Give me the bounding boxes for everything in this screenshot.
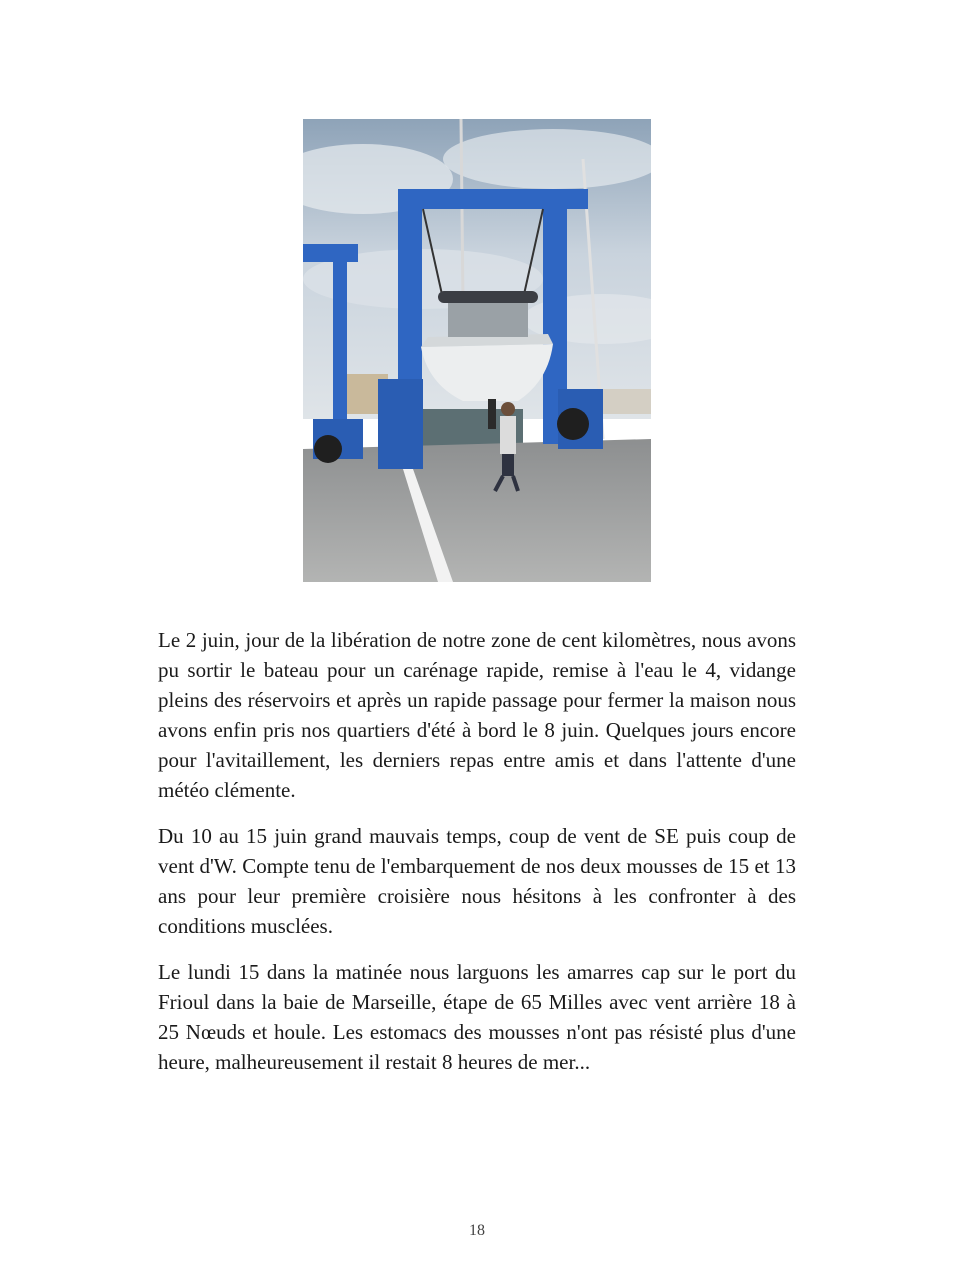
- paragraph-3: Le lundi 15 dans la matinée nous larguons les amarres cap sur le port du Frioul dans la baie de Marseille, étape de 65 Milles avec vent arrière 18 à 25 Nœuds et houle. Les estomacs des mousses n'ont pas résisté plus d'une heure, malheureusement il restait 8 heures de mer...: [158, 960, 796, 1074]
- page-number: 18: [469, 1222, 485, 1239]
- paragraph-2: Du 10 au 15 juin grand mauvais temps, coup de vent de SE puis coup de vent d'W. Compte tenu de l'embarquement de nos deux mousses de 15 et 13 ans pour leur première croisière nous hésitons à les confronter à des conditions musclées.: [158, 824, 796, 938]
- boat-lift-photo: [303, 119, 651, 582]
- paragraph-1: Le 2 juin, jour de la libération de notre zone de cent kilomètres, nous avons pu sortir le bateau pour un carénage rapide, remise à l'eau le 4, vidange pleins des réservoirs et après un rapide passage pour fermer la maison nous avons enfin pris nos quartiers d'été à bord le 8 juin. Quelques jours encore pour l'avitaillement, les derniers repas entre amis et dans l'attente d'une météo clémente.: [158, 628, 796, 802]
- body-text: [158, 625, 796, 1093]
